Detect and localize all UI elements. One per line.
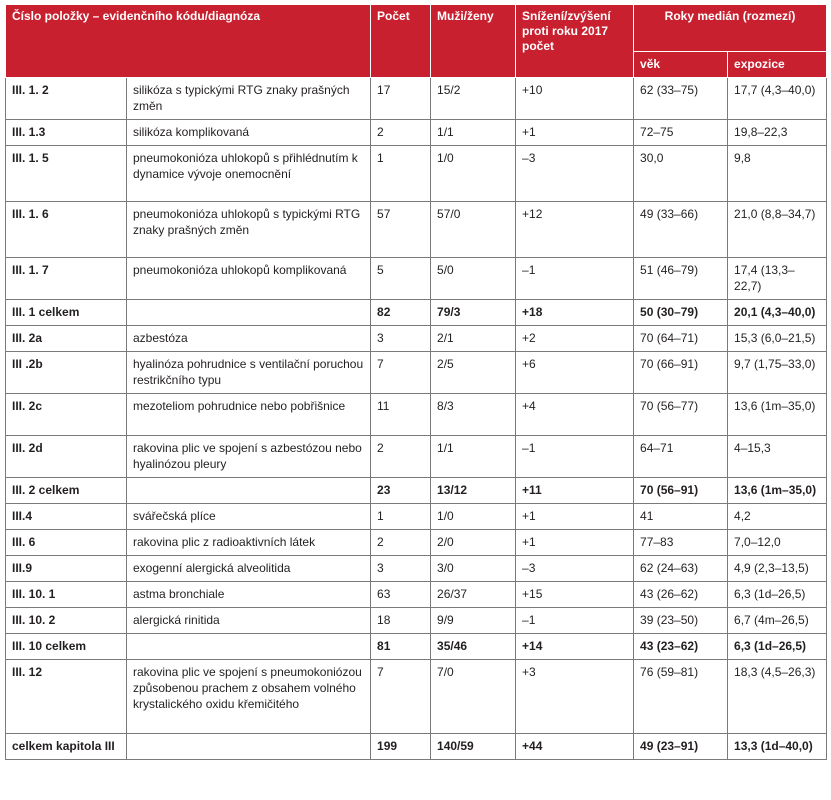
cell-change: +3 xyxy=(516,660,634,734)
cell-exposure: 9,8 xyxy=(728,146,827,202)
cell-change: +6 xyxy=(516,352,634,394)
table-row xyxy=(6,660,827,734)
cell-change: +1 xyxy=(516,530,634,556)
cell-code: III. 1. 6 xyxy=(6,202,127,258)
cell-change: –3 xyxy=(516,556,634,582)
cell-code: III. 10. 2 xyxy=(6,608,127,634)
table-row xyxy=(6,634,827,660)
cell-age: 64–71 xyxy=(634,436,728,478)
cell-diagnosis: mezoteliom pohrudnice nebo pobřišnice xyxy=(127,394,371,436)
cell-code: III .2b xyxy=(6,352,127,394)
cell-sex: 1/0 xyxy=(431,504,516,530)
cell-age: 72–75 xyxy=(634,120,728,146)
cell-exposure: 6,3 (1d–26,5) xyxy=(728,582,827,608)
cell-diagnosis xyxy=(127,300,371,326)
cell-exposure: 4,2 xyxy=(728,504,827,530)
cell-code: III. 2 celkem xyxy=(6,478,127,504)
cell-diagnosis: rakovina plic z radioaktivních látek xyxy=(127,530,371,556)
cell-age: 51 (46–79) xyxy=(634,258,728,300)
cell-age: 70 (64–71) xyxy=(634,326,728,352)
cell-change: –1 xyxy=(516,258,634,300)
table-row xyxy=(6,258,827,300)
cell-sex: 15/2 xyxy=(431,78,516,120)
cell-code: III. 1. 7 xyxy=(6,258,127,300)
cell-code: III. 10 celkem xyxy=(6,634,127,660)
cell-sex: 57/0 xyxy=(431,202,516,258)
header-count: Počet xyxy=(371,5,431,78)
cell-age: 62 (33–75) xyxy=(634,78,728,120)
cell-diagnosis: alergická rinitida xyxy=(127,608,371,634)
cell-code: III. 2d xyxy=(6,436,127,478)
header-sex: Muži/ženy xyxy=(431,5,516,78)
cell-diagnosis xyxy=(127,734,371,760)
cell-change: –1 xyxy=(516,608,634,634)
cell-sex: 2/1 xyxy=(431,326,516,352)
cell-sex: 9/9 xyxy=(431,608,516,634)
cell-exposure: 19,8–22,3 xyxy=(728,120,827,146)
cell-diagnosis: hyalinóza pohrudnice s ventilační poruchou restrikčního typu xyxy=(127,352,371,394)
cell-count: 23 xyxy=(371,478,431,504)
cell-code: III. 12 xyxy=(6,660,127,734)
cell-diagnosis: azbestóza xyxy=(127,326,371,352)
cell-count: 3 xyxy=(371,556,431,582)
cell-exposure: 9,7 (1,75–33,0) xyxy=(728,352,827,394)
table-row xyxy=(6,608,827,634)
cell-sex: 13/12 xyxy=(431,478,516,504)
cell-count: 11 xyxy=(371,394,431,436)
cell-sex: 79/3 xyxy=(431,300,516,326)
cell-exposure: 4,9 (2,3–13,5) xyxy=(728,556,827,582)
table-row xyxy=(6,478,827,504)
table-row xyxy=(6,352,827,394)
cell-count: 2 xyxy=(371,120,431,146)
cell-exposure: 4–15,3 xyxy=(728,436,827,478)
cell-count: 7 xyxy=(371,352,431,394)
table-row xyxy=(6,556,827,582)
cell-change: +1 xyxy=(516,504,634,530)
cell-count: 7 xyxy=(371,660,431,734)
cell-sex: 1/1 xyxy=(431,436,516,478)
cell-code: III. 6 xyxy=(6,530,127,556)
cell-exposure: 6,7 (4m–26,5) xyxy=(728,608,827,634)
cell-exposure: 6,3 (1d–26,5) xyxy=(728,634,827,660)
cell-exposure: 7,0–12,0 xyxy=(728,530,827,556)
cell-age: 41 xyxy=(634,504,728,530)
cell-sex: 5/0 xyxy=(431,258,516,300)
cell-diagnosis: rakovina plic ve spojení s azbestózou nebo hyalinózou pleury xyxy=(127,436,371,478)
cell-count: 18 xyxy=(371,608,431,634)
cell-exposure: 13,6 (1m–35,0) xyxy=(728,394,827,436)
cell-exposure: 18,3 (4,5–26,3) xyxy=(728,660,827,734)
cell-count: 5 xyxy=(371,258,431,300)
table-row xyxy=(6,530,827,556)
cell-exposure: 20,1 (4,3–40,0) xyxy=(728,300,827,326)
cell-change: +44 xyxy=(516,734,634,760)
cell-sex: 35/46 xyxy=(431,634,516,660)
header-change: Snížení/zvýšení proti roku 2017 počet xyxy=(516,5,634,78)
cell-age: 77–83 xyxy=(634,530,728,556)
cell-change: +1 xyxy=(516,120,634,146)
cell-change: +2 xyxy=(516,326,634,352)
table-row xyxy=(6,202,827,258)
cell-diagnosis xyxy=(127,478,371,504)
cell-sex: 2/5 xyxy=(431,352,516,394)
occupational-diseases-table xyxy=(5,4,827,760)
cell-count: 1 xyxy=(371,504,431,530)
cell-count: 57 xyxy=(371,202,431,258)
cell-sex: 2/0 xyxy=(431,530,516,556)
cell-age: 43 (23–62) xyxy=(634,634,728,660)
cell-age: 49 (23–91) xyxy=(634,734,728,760)
table-row xyxy=(6,300,827,326)
cell-code: III. 1 celkem xyxy=(6,300,127,326)
cell-age: 49 (33–66) xyxy=(634,202,728,258)
cell-diagnosis: pneumokonióza uhlokopů komplikovaná xyxy=(127,258,371,300)
cell-exposure: 15,3 (6,0–21,5) xyxy=(728,326,827,352)
cell-age: 30,0 xyxy=(634,146,728,202)
cell-change: +15 xyxy=(516,582,634,608)
cell-code: III. 2a xyxy=(6,326,127,352)
cell-sex: 1/0 xyxy=(431,146,516,202)
cell-change: +11 xyxy=(516,478,634,504)
cell-age: 50 (30–79) xyxy=(634,300,728,326)
cell-diagnosis: pneumokonióza uhlokopů s typickými RTG znaky prašných změn xyxy=(127,202,371,258)
cell-code: III. 1.3 xyxy=(6,120,127,146)
cell-age: 62 (24–63) xyxy=(634,556,728,582)
cell-code: III.9 xyxy=(6,556,127,582)
header-item: Číslo položky – evidenčního kódu/diagnóza xyxy=(6,5,371,78)
cell-count: 81 xyxy=(371,634,431,660)
cell-exposure: 21,0 (8,8–34,7) xyxy=(728,202,827,258)
cell-diagnosis: silikóza komplikovaná xyxy=(127,120,371,146)
cell-exposure: 13,6 (1m–35,0) xyxy=(728,478,827,504)
table-row xyxy=(6,146,827,202)
cell-count: 63 xyxy=(371,582,431,608)
cell-exposure: 17,7 (4,3–40,0) xyxy=(728,78,827,120)
cell-sex: 3/0 xyxy=(431,556,516,582)
cell-diagnosis: astma bronchiale xyxy=(127,582,371,608)
cell-count: 17 xyxy=(371,78,431,120)
cell-exposure: 17,4 (13,3–22,7) xyxy=(728,258,827,300)
cell-age: 70 (56–91) xyxy=(634,478,728,504)
cell-sex: 7/0 xyxy=(431,660,516,734)
table-row xyxy=(6,582,827,608)
cell-sex: 1/1 xyxy=(431,120,516,146)
table-row xyxy=(6,734,827,760)
cell-count: 82 xyxy=(371,300,431,326)
table-row xyxy=(6,504,827,530)
cell-age: 76 (59–81) xyxy=(634,660,728,734)
header-exposure: expozice xyxy=(728,52,827,78)
cell-change: +12 xyxy=(516,202,634,258)
table-body xyxy=(6,78,827,760)
cell-code: III. 2c xyxy=(6,394,127,436)
table-row xyxy=(6,394,827,436)
cell-change: +4 xyxy=(516,394,634,436)
cell-code: III. 1. 2 xyxy=(6,78,127,120)
cell-code: celkem kapitola III xyxy=(6,734,127,760)
cell-change: –1 xyxy=(516,436,634,478)
cell-count: 199 xyxy=(371,734,431,760)
cell-diagnosis: silikóza s typickými RTG znaky prašných změn xyxy=(127,78,371,120)
cell-count: 1 xyxy=(371,146,431,202)
cell-count: 3 xyxy=(371,326,431,352)
cell-code: III. 1. 5 xyxy=(6,146,127,202)
cell-diagnosis: exogenní alergická alveolitida xyxy=(127,556,371,582)
cell-diagnosis xyxy=(127,634,371,660)
cell-exposure: 13,3 (1d–40,0) xyxy=(728,734,827,760)
table-row xyxy=(6,436,827,478)
cell-age: 70 (66–91) xyxy=(634,352,728,394)
cell-age: 70 (56–77) xyxy=(634,394,728,436)
cell-age: 39 (23–50) xyxy=(634,608,728,634)
cell-diagnosis: pneumokonióza uhlokopů s přihlédnutím k dynamice vývoje onemocnění xyxy=(127,146,371,202)
cell-diagnosis: svářečská plíce xyxy=(127,504,371,530)
header-age: věk xyxy=(634,52,728,78)
cell-count: 2 xyxy=(371,436,431,478)
cell-sex: 8/3 xyxy=(431,394,516,436)
header-years: Roky medián (rozmezí) xyxy=(634,5,827,52)
cell-count: 2 xyxy=(371,530,431,556)
cell-age: 43 (26–62) xyxy=(634,582,728,608)
cell-change: +14 xyxy=(516,634,634,660)
table-row xyxy=(6,120,827,146)
table-row xyxy=(6,78,827,120)
cell-change: +18 xyxy=(516,300,634,326)
cell-change: +10 xyxy=(516,78,634,120)
cell-sex: 140/59 xyxy=(431,734,516,760)
table-row xyxy=(6,326,827,352)
cell-diagnosis: rakovina plic ve spojení s pneumokoniózou způsobenou prachem z obsahem volného krystalického oxidu křemičitého xyxy=(127,660,371,734)
cell-code: III.4 xyxy=(6,504,127,530)
cell-change: –3 xyxy=(516,146,634,202)
cell-code: III. 10. 1 xyxy=(6,582,127,608)
cell-sex: 26/37 xyxy=(431,582,516,608)
